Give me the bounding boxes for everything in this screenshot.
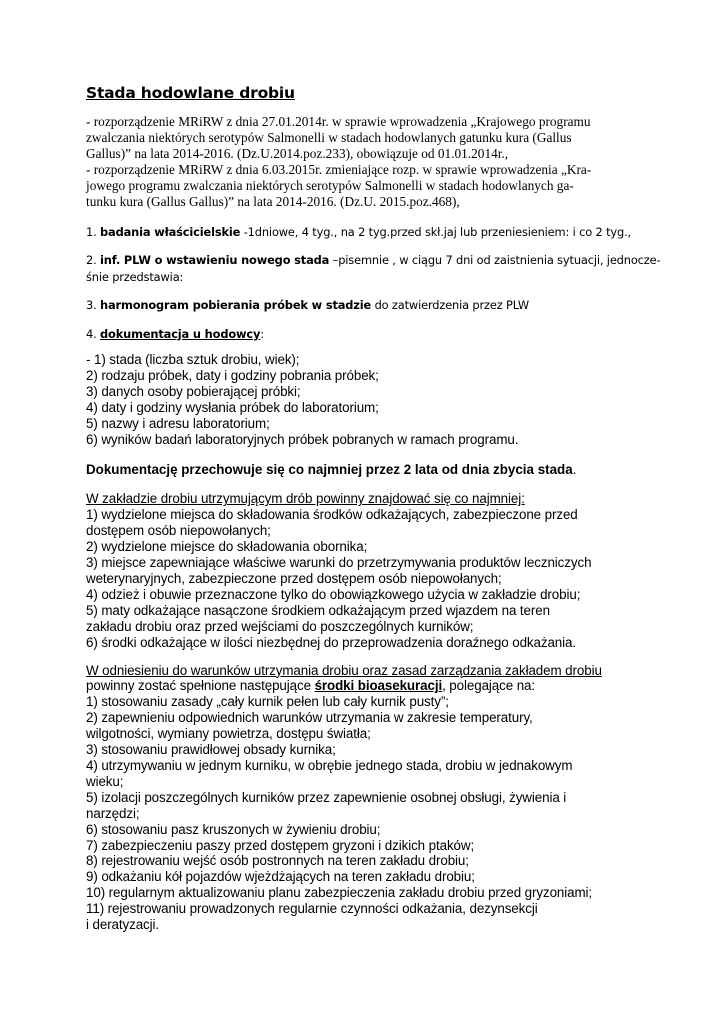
point-4: [86, 326, 646, 342]
list-item: 8) rejestrowaniu wejść osób postronnych na teren zakładu drobiu;: [86, 853, 469, 869]
list-item: 2) rodzaju próbek, daty i godziny pobrania próbek;: [86, 367, 379, 383]
retention-period: .: [572, 462, 577, 478]
retention-text: Dokumentację przechowuje się co najmniej przez 2 lata od dnia zbycia stada: [86, 462, 573, 478]
point-text: śnie przedstawia:: [86, 269, 184, 284]
regulation-line: tunku kura (Gallus Gallus)” na lata 2014-2016. (Dz.U. 2015.poz.468),: [86, 194, 460, 209]
regulation-line: - rozporządzenie MRiRW z dnia 6.03.2015r. zmieniające rozp. w sprawie wprowadzenia „Kra-: [86, 162, 592, 177]
section-intro: powinny zostać spełnione następujące: [86, 678, 315, 694]
point-text: :: [260, 326, 264, 341]
list-item: zakładu drobiu oraz przed wejściami do poszczególnych kurników;: [86, 618, 474, 634]
list-item: 2) wydzielone miejsce do składowania obornika;: [86, 539, 368, 555]
list-item: 7) zabezpieczeniu paszy przed dostępem gryzoni i dzikich ptaków;: [86, 837, 475, 853]
documentation-list: [86, 352, 646, 447]
retention-note: [86, 461, 646, 479]
point-heading: badania właścicielskie: [100, 225, 241, 239]
list-item: 1) wydzielone miejsca do składowania środków odkażających, zabezpieczone przed: [86, 507, 578, 523]
page-title: Stada hodowlane drobiu: [86, 84, 295, 102]
list-item: 3) stosowaniu prawidłowej obsady kurnika;: [86, 742, 336, 758]
list-item: 4) odzież i obuwie przeznaczone tylko do obowiązkowego użycia w zakładzie drobiu;: [86, 586, 581, 602]
list-item: weterynaryjnych, zabezpieczone przed dostępem osób niepowołanych;: [86, 571, 502, 586]
point-heading: inf. PLW o wstawieniu nowego stada: [100, 253, 330, 268]
list-item: wilgotności, wymiany powietrza, dostępu światła;: [86, 726, 371, 742]
document-page: [86, 84, 661, 933]
list-item: 6) środki odkażające w ilości niezbędnej do przeprowadzenia doraźnego odkażania.: [86, 634, 576, 650]
list-item: 6) wyników badań laboratoryjnych próbek pobranych w ramach programu.: [86, 431, 519, 447]
point-3: [86, 297, 646, 313]
biosecurity-measures: [86, 663, 646, 933]
regulation-line: Gallus)” na lata 2014-2016. (Dz.U.2014.poz.233), obowiązuje od 01.01.2014r.,: [86, 146, 509, 161]
biosecurity-term: środki bioasekuracji: [314, 678, 443, 694]
point-number: 3.: [86, 298, 101, 313]
regulations-block: [86, 114, 646, 210]
point-heading: dokumentacja u hodowcy: [100, 326, 261, 341]
list-item: 9) odkażaniu kół pojazdów wjeżdżających na teren zakładu drobiu;: [86, 869, 475, 885]
list-item: 10) regularnym aktualizowaniu planu zabezpieczenia zakładu drobiu przed gryzoniami;: [86, 885, 593, 901]
list-item: 5) izolacji poszczególnych kurników przez zapewnienie osobnej obsługi, żywienia i: [86, 789, 567, 805]
point-number: 1.: [86, 225, 101, 239]
list-item: 3) miejsce zapewniające właściwe warunki do przetrzymywania produktów leczniczych: [86, 555, 592, 571]
point-heading: harmonogram pobierania próbek w stadzie: [100, 298, 372, 313]
list-item: 1) stosowaniu zasady „cały kurnik pełen lub cały kurnik pusty”;: [86, 694, 449, 710]
list-item: 5) maty odkażające nasączone środkiem odkażającym przed wjazdem na teren: [86, 602, 550, 618]
list-item: 5) nazwy i adresu laboratorium;: [86, 415, 270, 431]
list-item: 11) rejestrowaniu prowadzonych regularnie czynności odkażania, dezynsekcji: [86, 901, 538, 917]
section-intro: , polegające na:: [442, 678, 536, 694]
point-text: -1dniowe, 4 tyg., na 2 tyg.przed skł.jaj lub przeniesieniem: i co 2 tyg.,: [240, 225, 632, 239]
point-number: 2.: [86, 253, 101, 268]
list-item: narzędzi;: [86, 805, 140, 821]
list-item: 3) danych osoby pobierającej próbki;: [86, 383, 301, 399]
section-heading: W odniesieniu do warunków utrzymania drobiu oraz zasad zarządzania zakładem drobiu: [86, 662, 602, 678]
regulation-line: zwalczania niektórych serotypów Salmonelli w stadach hodowlanych gatunku kura (Gallus: [86, 130, 572, 145]
list-item: i deratyzacji.: [86, 917, 160, 933]
list-item: wieku;: [86, 773, 124, 789]
point-text: do zatwierdzenia przez PLW: [371, 298, 530, 313]
regulation-line: jowego programu zwalczania niektórych serotypów Salmonelli w stadach hodowlanych ga-: [86, 178, 574, 193]
list-item: 6) stosowaniu pasz kruszonych w żywieniu drobiu;: [86, 821, 381, 837]
section-heading: W zakładzie drobiu utrzymującym drób powinny znajdować się co najmniej:: [86, 491, 525, 507]
point-2: [86, 252, 661, 285]
regulation-line: - rozporządzenie MRiRW z dnia 27.01.2014r. w sprawie wprowadzenia „Krajowego programu: [86, 114, 591, 129]
list-item: 2) zapewnieniu odpowiednich warunków utrzymania w zakresie temperatury,: [86, 710, 533, 726]
point-text: –pisemnie , w ciągu 7 dni od zaistnienia sytuacji, jednocze-: [329, 253, 661, 268]
list-item: - 1) stada (liczba sztuk drobiu, wiek);: [86, 352, 300, 368]
point-1: [86, 224, 646, 240]
plant-requirements: [86, 491, 646, 650]
list-item: dostępem osób niepowołanych;: [86, 523, 271, 539]
list-item: 4) daty i godziny wysłania próbek do laboratorium;: [86, 399, 379, 415]
list-item: 4) utrzymywaniu w jednym kurniku, w obrębie jednego stada, drobiu w jednakowym: [86, 757, 573, 773]
point-number: 4.: [86, 326, 101, 341]
